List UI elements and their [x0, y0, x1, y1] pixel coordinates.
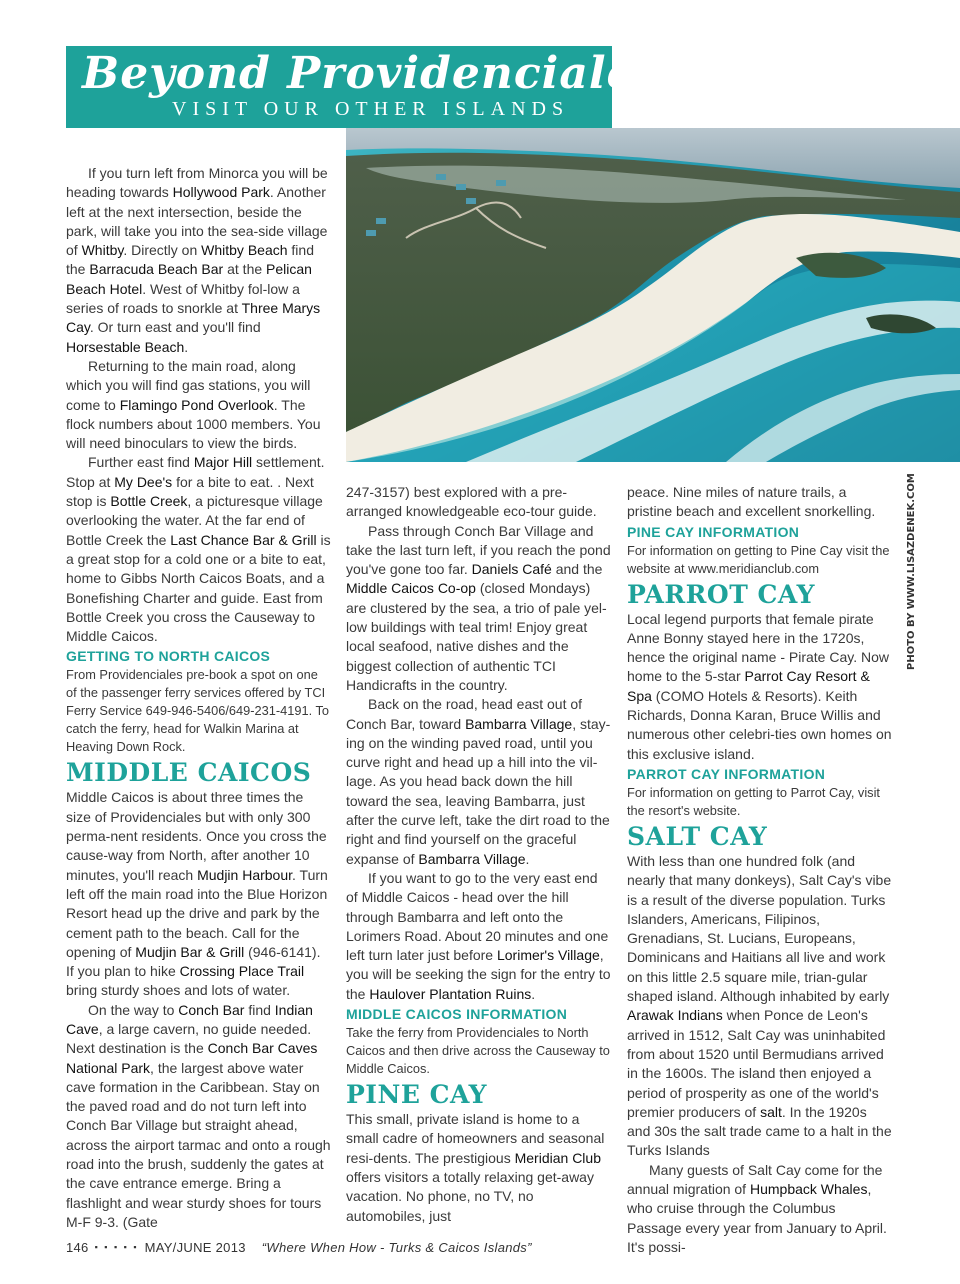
page-number: 146 [66, 1240, 89, 1255]
info-label-north-caicos: GETTING TO NORTH CAICOS [66, 648, 271, 665]
info-label-pine-cay: PINE CAY INFORMATION [627, 523, 800, 540]
info-text: For information on getting to Pine Cay visit the website at www.meridianclub.com [627, 542, 890, 576]
paragraph: Returning to the main road, along which you will find gas stations, you will come to Flamingo Pond Overlook. The flock numbers about 1000 members. You will need binoculars to view the birds. [66, 357, 321, 452]
paragraph: 247-3157) best explored with a pre-arranged knowledgeable eco-tour guide. [346, 484, 597, 520]
paragraph: Many guests of Salt Cay come for the annual migration of Humpback Whales, who cruise through the Columbus Passage every year from January to April. It's possi- [627, 1161, 887, 1255]
paragraph: Back on the road, head east out of Conch Bar, toward Bambarra Village, stay-ing on the winding paved road, until you curve right and head up a hill into the vil-lage. As you head back down the hill toward the sea, leaving Bambarra, just after the curve left, take the dirt road to the right and find yourself on the graceful expanse of Bambarra Village. [346, 696, 611, 867]
paragraph: Further east find Major Hill settlement. Stop at My Dee's for a bite to eat. . Next stop is Bottle Creek, a picturesque village overlooking the water. At the far end of Bottle Creek the Last Chance Bar & Grill is a great stop for a cold one or a bite to eat, home to Gibbs North Caicos Boats, and a Bonefishing Charter and guide. East from Bottle Creek you cross the Causeway to Middle Caicos. [66, 454, 331, 645]
aerial-photo-illustration [346, 128, 960, 462]
paragraph: This small, private island is home to a small cadre of homeowners and seasonal resi-dents. The prestigious Meridian Club offers visitors a totally relaxing get-away vacation. No phone, no TV, no automobiles, just [346, 1111, 605, 1224]
section-heading-pine-cay: PINE CAY [346, 1080, 487, 1110]
info-text: Take the ferry from Providenciales to North Caicos and then drive across the Causeway to Middle Caicos. [346, 1025, 610, 1077]
page-footer [66, 1240, 532, 1255]
column-1 [66, 164, 331, 1232]
paragraph: If you want to go to the very east end of Middle Caicos - head over the hill through Bambarra and left onto the Lorimers Road. About 20 minutes and one left turn later just before Lorimer's Village, you will be seeking the sign for the entry to the Haulover Plantation Ruins. [346, 869, 611, 1002]
paragraph: Pass through Conch Bar Village and take the last turn left, if you reach the pond you've gone too far. Daniels Café and the Middle Caicos Co-op (closed Mondays) are clustered by the sea, a trio of pale yel-low buildings with teal trim! Enjoy great local seafood, native dishes and the biggest collection of authentic TCI Handicrafts in the country. [346, 522, 611, 693]
column-2 [346, 483, 612, 1226]
photo-credit: PHOTO BY WWW.LISAZDENEK.COM [906, 473, 917, 670]
section-heading-salt-cay: SALT CAY [627, 821, 768, 851]
section-heading-parrot-cay: PARROT CAY [627, 579, 815, 609]
issue-date: MAY/JUNE 2013 [144, 1240, 246, 1255]
page-title: Beyond Providenciales... [82, 48, 711, 99]
info-text: From Providenciales pre-book a spot on one of the passenger ferry services offered by TCI Ferry Service 649-946-5406/649-231-4191. To catch the ferry, head for Walkin Marina at Heaving Down Rock. [66, 667, 329, 755]
paragraph: peace. Nine miles of nature trails, a pristine beach and excellent snorkelling. [627, 484, 876, 520]
aerial-photo [346, 128, 960, 462]
paragraph: Middle Caicos is about three times the size of Providenciales but with only 300 perma-nent residents. Once you cross the cause-way from North, after another 10 minutes, you'll reach Mudjin Harbour. Turn left off the main road into the Blue Horizon Resort head up the drive and park by the cement path to the beach. Call for the opening of Mudjin Bar & Grill (946-6141). If you plan to hike Crossing Place Trail bring sturdy shoes and lots of water. [66, 789, 328, 999]
paragraph: Local legend purports that female pirate Anne Bonny stayed here in the 1720s, hence the original name - Pirate Cay. Now home to the 5-star Parrot Cay Resort & Spa (COMO Hotels & Resorts). Keith Richards, Donna Karan, Bruce Willis and numerous other celebri-ties own homes on this exclusive island. [627, 610, 892, 762]
info-label-parrot-cay: PARROT CAY INFORMATION [627, 765, 826, 782]
footer-dots: ▪ ▪ ▪ ▪ ▪ [94, 1242, 139, 1252]
info-label-middle-caicos: MIDDLE CAICOS INFORMATION [346, 1006, 568, 1023]
paragraph: On the way to Conch Bar find Indian Cave, a large cavern, no guide needed. Next destination is the Conch Bar Caves National Park, the largest above water cave formation in the Caribbean. Stay on the paved road and do not turn left into Conch Bar Village but straight ahead, across the airport tarmac and onto a rough road into the brush, suddenly the gates at the cave entrance emerge. Bring a flashlight and wear sturdy shoes for tours M-F 9-3. (Gate [66, 1001, 331, 1230]
section-heading-middle-caicos: MIDDLE CAICOS [66, 758, 312, 788]
paragraph: If you turn left from Minorca you will be heading towards Hollywood Park. Another left at the next intersection, beside the park, will take you into the sea-side village of Whitby. Directly on Whitby Beach find the Barracuda Beach Bar at the Pelican Beach Hotel. West of Whitby fol-low a series of roads to snorkle at Three Marys Cay. Or turn east and you'll find Horsestable Beach. [66, 165, 328, 355]
magazine-name: “Where When How - Turks & Caicos Islands” [261, 1240, 532, 1255]
header-banner [66, 46, 711, 128]
info-text: For information on getting to Parrot Cay, visit the resort's website. [627, 784, 880, 818]
column-3 [627, 483, 893, 1257]
paragraph: With less than one hundred folk (and nearly that many donkeys), Salt Cay's vibe is a result of the diverse population. Turks Islanders, Americans, Filipinos, Grenadians, St. Lucians, Europeans, Dominicans and Haitians all live and work on this little 2.5 square mile, trian-gular shaped island. Although inhabited by early Arawak Indians when Ponce de Leon's arrived in 1512, Salt Cay was uninhabited from about 1520 until Bermudians arrived in the 1600s. The island then enjoyed a period of prosperity as one of the world's premier producers of salt. In the 1920s and 30s the salt trade came to a halt in the Turks Islands [627, 852, 892, 1159]
page-subtitle: VISIT OUR OTHER ISLANDS [172, 98, 570, 120]
